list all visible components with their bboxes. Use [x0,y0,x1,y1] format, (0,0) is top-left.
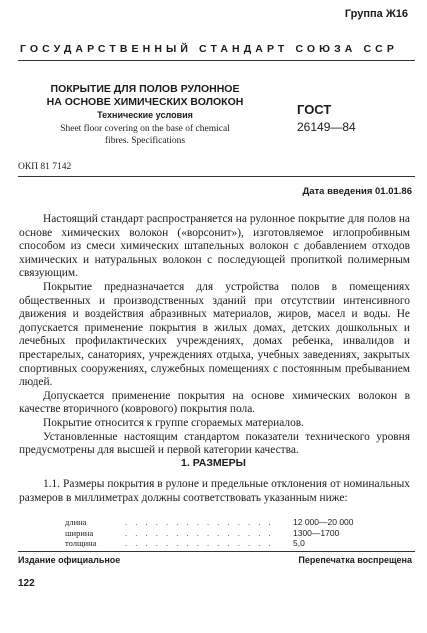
dimension-row [65,517,365,528]
english-line-2: fibres. Specifications [104,136,186,146]
intro-date: Дата введения 01.01.86 [302,186,412,197]
dimension-leader: . . . . . . . . . . . . . . . [125,538,274,548]
dimension-row [65,528,365,539]
dimension-value: 5,0 [293,538,305,548]
okp-rule [18,176,415,177]
english-title [30,123,260,147]
official-edition: Издание официальное [18,555,121,565]
header-rule [18,60,415,61]
group-code: Группа Ж16 [344,8,408,20]
page-number: 122 [18,578,35,589]
paragraph: 1.1. Размеры покрытия в рулоне и предельные отклонения от номинальных размеров в миллиметрах должны соответствовать указанным ниже: [19,478,410,504]
dimension-leader: . . . . . . . . . . . . . . . [125,527,274,538]
dimension-name: длина [65,517,87,527]
gost-number: 26149—84 [297,120,356,134]
paragraph: Покрытие предназначается для устройства полов в помещениях общественных и производственных зданий при отсутствии интенсивного движения и воздействия абразивных материалов, жиров, масел и воды. Не допускается применение покрытия в жилых домах, детских дошкольных и лечебных профилактических учреждениях, домах ребенка, инвалидов и престарелых, санаториях, учреждениях отдыха, учебных заведениях, закрытых спортивных сооружениях, служебных помещениях с постоянным пребыванием людей. [19,280,410,389]
paragraph: Покрытие относится к группе сгораемых материалов. [43,416,305,429]
footer-rule [18,551,415,552]
paragraph: Допускается применение покрытия на основе химических волокон в качестве вторичного (коврового) покрытия пола. [19,389,410,416]
section-heading: 1. РАЗМЕРЫ [181,457,246,469]
reprint-prohibited: Перепечатка воспрещена [298,555,412,565]
okp-code: ОКП 81 7142 [18,162,72,172]
paragraph: Настоящий стандарт распространяется на рулонное покрытие для полов на основе химических волокон («ворсонит»), изготовляемое иглопробивным способом из смеси химических штапельных волокон с добавлением отходов химических и натуральных волокон с последующей пропиткой полимерным связующим. [19,213,410,280]
paragraph: Установленные настоящим стандартом показатели технического уровня предусмотрены для высшей и первой категории качества. [19,430,410,457]
dimension-name: ширина [65,527,94,538]
dimensions-list [65,517,365,549]
dimension-row [65,538,365,549]
section-body [19,478,410,505]
intro-body [19,213,410,458]
document-subtitle: Технические условия [97,110,193,120]
english-line-1: Sheet floor covering on the base of chemical [60,124,230,134]
standard-heading: ГОСУДАРСТВЕННЫЙ СТАНДАРТ СОЮЗА ССР [20,43,398,55]
dimension-value: 1300—1700 [293,527,340,538]
gost-label: ГОСТ [297,102,332,117]
dimension-value: 12 000—20 000 [293,517,354,527]
document-title [30,83,260,109]
dimension-name: толщина [65,538,97,548]
dimension-leader: . . . . . . . . . . . . . . . [125,517,274,527]
title-line-2: НА ОСНОВЕ ХИМИЧЕСКИХ ВОЛОКОН [46,96,244,108]
title-line-1: ПОКРЫТИЕ ДЛЯ ПОЛОВ РУЛОННОЕ [50,83,240,95]
